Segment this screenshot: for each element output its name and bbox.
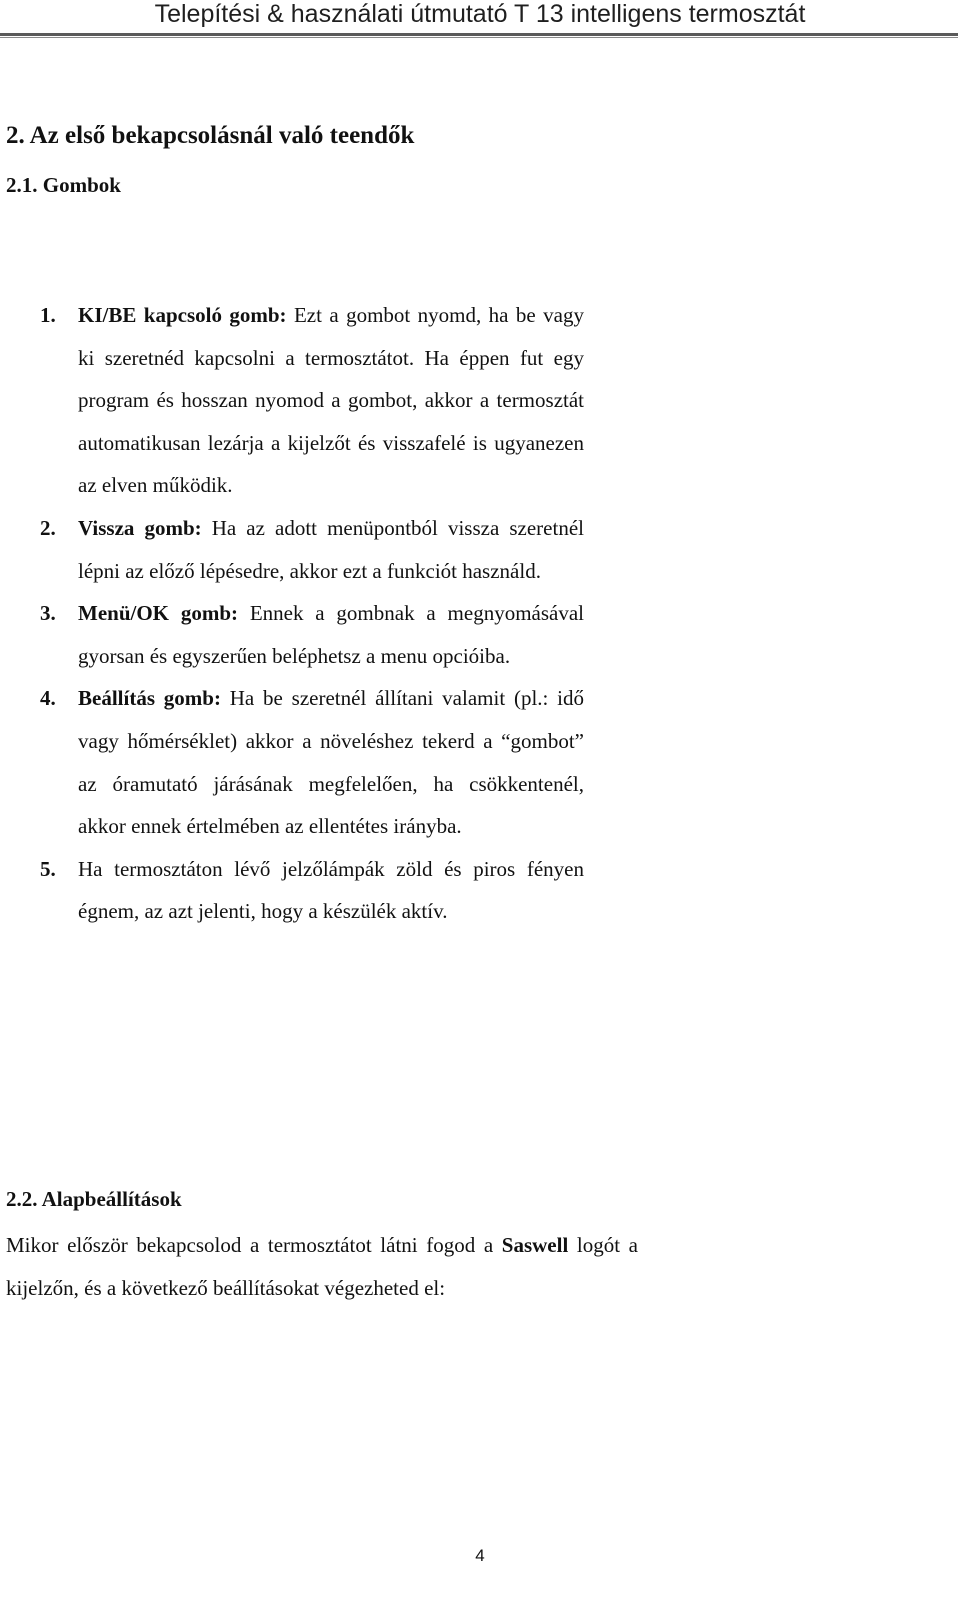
list-item-number: 3. — [40, 601, 56, 626]
paragraph-text: Mikor először bekapcsolod a termosztátot látni fogod a — [6, 1233, 502, 1257]
list-item-description: Ha be szeretnél állítani valamit (pl.: idő vagy hőmérséklet) akkor a növeléshez tekerd a “gombot” az óramutató járásának megfelelően, ha csökkentenél, akkor ennek értelmében az ellentétes irányba. — [78, 686, 584, 839]
list-item-number: 5. — [40, 856, 56, 881]
list-item-text — [78, 677, 584, 847]
list-item-number: 2. — [40, 515, 56, 540]
brand-name: Saswell — [501, 1233, 569, 1257]
header-rule — [0, 33, 958, 36]
list-item — [0, 507, 620, 592]
list-item-text — [78, 592, 584, 677]
list-item-description: Ha az adott menüpontból vissza szeretnél lépni az előző lépésedre, akkor ezt a funkciót használd. — [78, 515, 584, 583]
intro-paragraph — [6, 1224, 638, 1309]
paragraph-text-end: logót a kijelzőn, és a következő beállításokat végezheted el: — [6, 1233, 638, 1300]
header-title: Telepítési & használati útmutató T 13 intelligens termosztát — [154, 0, 806, 28]
list-item-number: 4. — [40, 686, 56, 711]
list-item-text — [78, 294, 584, 507]
list-item-number: 1. — [40, 303, 56, 327]
section-heading: 2. Az első bekapcsolásnál való teendők — [6, 122, 415, 149]
list-item — [0, 677, 620, 847]
list-item-text — [78, 848, 584, 933]
list-item-term: Beállítás gomb: — [78, 686, 221, 711]
list-item-description: Ennek a gombnak a megnyomásával gyorsan és egyszerűen beléphetsz a menu opcióiba. — [78, 601, 585, 668]
list-item — [0, 848, 620, 933]
list-item-term: Vissza gomb: — [78, 515, 202, 540]
list-item-description: Ha termosztáton lévő jelzőlámpák zöld és piros fényen égnem, az azt jelenti, hogy a készülék aktív. — [78, 856, 584, 924]
page-header — [0, 0, 960, 40]
header-rule-thin — [0, 37, 958, 38]
subsection-heading-buttons: 2.1. Gombok — [6, 173, 121, 197]
list-item-term: KI/BE kapcsoló gomb: — [78, 303, 287, 327]
list-item-term: Menü/OK gomb: — [78, 601, 238, 626]
list-item — [0, 592, 620, 677]
buttons-list — [0, 294, 620, 933]
list-item — [0, 294, 620, 507]
list-item-text — [78, 507, 584, 592]
page-number: 4 — [475, 1546, 485, 1565]
list-item-description: Ezt a gombot nyomd, ha be vagy ki szeretnéd kapcsolni a termosztátot. Ha éppen fut egy program és hosszan nyomod a gombot, akkor a termosztát automatikusan lezárja a kijelzőt és visszafelé is ugyanezen az elven működik. — [78, 303, 584, 498]
subsection-heading-basic-settings: 2.2. Alapbeállítások — [6, 1187, 182, 1211]
